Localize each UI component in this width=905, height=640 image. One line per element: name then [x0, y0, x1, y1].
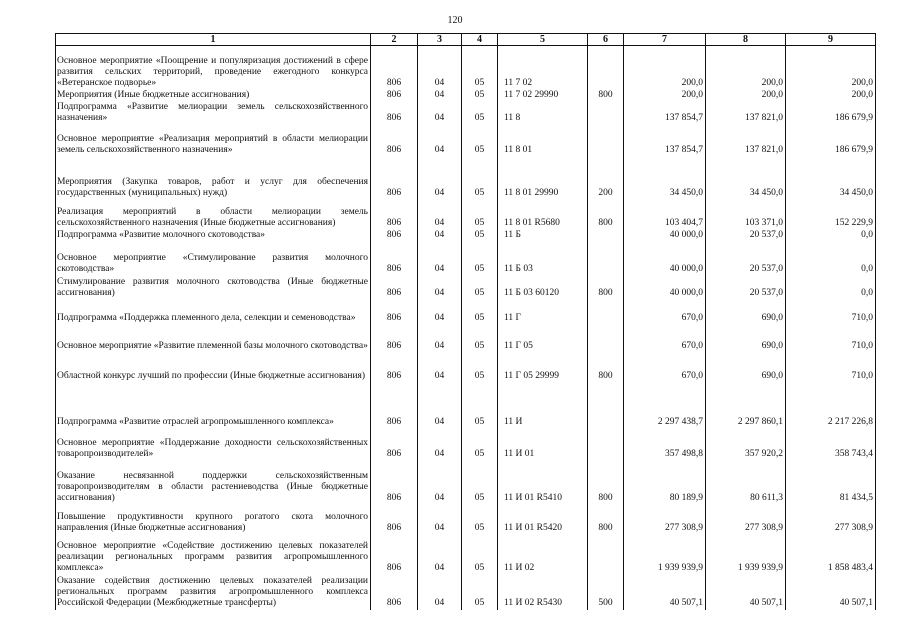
- cell-amount-year1: 40 000,0: [624, 276, 706, 300]
- cell-amount-year1: 670,0: [624, 300, 706, 325]
- cell-section: 04: [418, 535, 462, 575]
- cell-amount-year2: 34 450,0: [706, 157, 786, 200]
- cell-subsection: 05: [462, 157, 498, 200]
- cell-amount-year1: 137 854,7: [624, 102, 706, 125]
- cell-ministry: 806: [371, 157, 418, 200]
- cell-section: 04: [418, 429, 462, 461]
- table-row: [56, 429, 876, 461]
- row-description: Основное мероприятие «Стимулирование развития молочного скотоводства»: [56, 242, 371, 276]
- cell-expense-type: 800: [588, 353, 624, 383]
- cell-amount-year3: 1 858 483,4: [786, 535, 876, 575]
- cell-target-code: 11 8: [498, 102, 588, 125]
- cell-subsection: 05: [462, 353, 498, 383]
- cell-subsection: 05: [462, 242, 498, 276]
- table-row: [56, 325, 876, 353]
- cell-amount-year3: 186 679,9: [786, 102, 876, 125]
- row-description: Оказание содействия достижению целевых показателей реализации региональных программ развития агропромышленного комплекса Российской Федерации (Межбюджетные трансферты): [56, 575, 371, 610]
- cell-target-code: 11 7 02: [498, 46, 588, 90]
- header-cell-2: 2: [371, 34, 418, 46]
- cell-section: 04: [418, 383, 462, 429]
- cell-amount-year1: 200,0: [624, 90, 706, 102]
- row-description: Подпрограмма «Развитие отраслей агропромышленного комплекса»: [56, 383, 371, 429]
- header-cell-6: 6: [588, 34, 624, 46]
- cell-target-code: 11 Г 05: [498, 325, 588, 353]
- cell-amount-year1: 40 000,0: [624, 230, 706, 242]
- cell-amount-year2: 1 939 939,9: [706, 535, 786, 575]
- cell-target-code: 11 И 02: [498, 535, 588, 575]
- cell-amount-year1: 200,0: [624, 46, 706, 90]
- cell-amount-year3: 710,0: [786, 325, 876, 353]
- header-cell-1: 1: [56, 34, 371, 46]
- cell-amount-year1: 137 854,7: [624, 125, 706, 157]
- cell-ministry: 806: [371, 276, 418, 300]
- row-description: Мероприятия (Закупка товаров, работ и услуг для обеспечения государственных (муниципальных) нужд): [56, 157, 371, 200]
- table-row: [56, 230, 876, 242]
- cell-ministry: 806: [371, 383, 418, 429]
- cell-expense-type: 800: [588, 90, 624, 102]
- cell-ministry: 806: [371, 125, 418, 157]
- cell-amount-year3: 0,0: [786, 276, 876, 300]
- cell-amount-year3: 710,0: [786, 300, 876, 325]
- cell-ministry: 806: [371, 325, 418, 353]
- cell-subsection: 05: [462, 300, 498, 325]
- cell-target-code: 11 Г: [498, 300, 588, 325]
- cell-expense-type: 800: [588, 200, 624, 230]
- cell-amount-year1: 1 939 939,9: [624, 535, 706, 575]
- cell-amount-year3: 277 308,9: [786, 505, 876, 535]
- cell-section: 04: [418, 200, 462, 230]
- cell-amount-year1: 2 297 438,7: [624, 383, 706, 429]
- cell-amount-year2: 20 537,0: [706, 276, 786, 300]
- cell-subsection: 05: [462, 230, 498, 242]
- cell-section: 04: [418, 242, 462, 276]
- cell-amount-year2: 357 920,2: [706, 429, 786, 461]
- budget-table: [55, 33, 876, 610]
- cell-amount-year3: 186 679,9: [786, 125, 876, 157]
- cell-ministry: 806: [371, 300, 418, 325]
- cell-subsection: 05: [462, 325, 498, 353]
- table-row: [56, 125, 876, 157]
- cell-amount-year3: 152 229,9: [786, 200, 876, 230]
- cell-section: 04: [418, 461, 462, 505]
- cell-amount-year3: 0,0: [786, 230, 876, 242]
- row-description: Подпрограмма «Развитие мелиорации земель сельскохозяйственного назначения»: [56, 102, 371, 125]
- cell-target-code: 11 8 01 R5680: [498, 200, 588, 230]
- cell-amount-year3: 358 743,4: [786, 429, 876, 461]
- cell-ministry: 806: [371, 429, 418, 461]
- cell-subsection: 05: [462, 383, 498, 429]
- cell-target-code: 11 Б: [498, 230, 588, 242]
- cell-section: 04: [418, 505, 462, 535]
- cell-section: 04: [418, 90, 462, 102]
- cell-target-code: 11 Б 03 60120: [498, 276, 588, 300]
- table-row: [56, 102, 876, 125]
- cell-subsection: 05: [462, 46, 498, 90]
- cell-subsection: 05: [462, 461, 498, 505]
- cell-expense-type: 800: [588, 505, 624, 535]
- cell-section: 04: [418, 353, 462, 383]
- cell-expense-type: [588, 325, 624, 353]
- cell-expense-type: [588, 383, 624, 429]
- cell-amount-year2: 20 537,0: [706, 242, 786, 276]
- cell-expense-type: [588, 46, 624, 90]
- cell-subsection: 05: [462, 90, 498, 102]
- cell-target-code: 11 И: [498, 383, 588, 429]
- cell-amount-year2: 137 821,0: [706, 125, 786, 157]
- cell-ministry: 806: [371, 230, 418, 242]
- cell-amount-year2: 80 611,3: [706, 461, 786, 505]
- cell-amount-year2: 200,0: [706, 90, 786, 102]
- cell-expense-type: [588, 102, 624, 125]
- header-cell-5: 5: [498, 34, 588, 46]
- row-description: Реализация мероприятий в области мелиорации земель сельскохозяйственного назначения (Иные бюджетные ассигнования): [56, 200, 371, 230]
- row-description: Основное мероприятие «Развитие племенной базы молочного скотоводства»: [56, 325, 371, 353]
- row-description: Областной конкурс лучший по профессии (Иные бюджетные ассигнования): [56, 353, 371, 383]
- cell-target-code: 11 8 01 29990: [498, 157, 588, 200]
- cell-expense-type: [588, 230, 624, 242]
- cell-amount-year2: 137 821,0: [706, 102, 786, 125]
- cell-amount-year2: 20 537,0: [706, 230, 786, 242]
- table-row: [56, 157, 876, 200]
- cell-ministry: 806: [371, 242, 418, 276]
- table-row: [56, 535, 876, 575]
- cell-amount-year2: 40 507,1: [706, 575, 786, 610]
- cell-section: 04: [418, 575, 462, 610]
- cell-amount-year2: 277 308,9: [706, 505, 786, 535]
- cell-amount-year3: 200,0: [786, 46, 876, 90]
- row-description: Основное мероприятие «Содействие достижению целевых показателей реализации региональных программ развития агропромышленного комплекса»: [56, 535, 371, 575]
- table-row: [56, 383, 876, 429]
- cell-section: 04: [418, 325, 462, 353]
- cell-amount-year3: 2 217 226,8: [786, 383, 876, 429]
- cell-target-code: 11 И 01 R5410: [498, 461, 588, 505]
- row-description: Основное мероприятие «Реализация мероприятий в области мелиорации земель сельскохозяйственного назначения»: [56, 125, 371, 157]
- cell-ministry: 806: [371, 575, 418, 610]
- row-description: Основное мероприятие «Поддержание доходности сельскохозяйственных товаропроизводителей»: [56, 429, 371, 461]
- cell-ministry: 806: [371, 102, 418, 125]
- cell-amount-year2: 2 297 860,1: [706, 383, 786, 429]
- cell-amount-year2: 103 371,0: [706, 200, 786, 230]
- header-cell-3: 3: [418, 34, 462, 46]
- cell-target-code: 11 И 02 R5430: [498, 575, 588, 610]
- table-row: [56, 242, 876, 276]
- table-row: [56, 90, 876, 102]
- cell-target-code: 11 И 01 R5420: [498, 505, 588, 535]
- cell-target-code: 11 8 01: [498, 125, 588, 157]
- cell-amount-year1: 670,0: [624, 325, 706, 353]
- cell-subsection: 05: [462, 575, 498, 610]
- cell-amount-year1: 103 404,7: [624, 200, 706, 230]
- cell-amount-year1: 40 507,1: [624, 575, 706, 610]
- cell-amount-year2: 200,0: [706, 46, 786, 90]
- row-description: Оказание несвязанной поддержки сельскохозяйственным товаропроизводителям в области растениеводства (Иные бюджетные ассигнования): [56, 461, 371, 505]
- table-row: [56, 505, 876, 535]
- cell-amount-year2: 690,0: [706, 353, 786, 383]
- table-row: [56, 200, 876, 230]
- header-cell-7: 7: [624, 34, 706, 46]
- header-cell-4: 4: [462, 34, 498, 46]
- cell-subsection: 05: [462, 200, 498, 230]
- cell-target-code: 11 Г 05 29999: [498, 353, 588, 383]
- cell-subsection: 05: [462, 276, 498, 300]
- table-row: [56, 276, 876, 300]
- cell-amount-year1: 357 498,8: [624, 429, 706, 461]
- cell-expense-type: [588, 535, 624, 575]
- cell-expense-type: 500: [588, 575, 624, 610]
- cell-target-code: 11 Б 03: [498, 242, 588, 276]
- table-row: [56, 461, 876, 505]
- cell-ministry: 806: [371, 46, 418, 90]
- cell-section: 04: [418, 276, 462, 300]
- cell-amount-year1: 670,0: [624, 353, 706, 383]
- cell-section: 04: [418, 300, 462, 325]
- cell-ministry: 806: [371, 505, 418, 535]
- cell-ministry: 806: [371, 200, 418, 230]
- cell-ministry: 806: [371, 461, 418, 505]
- cell-expense-type: [588, 242, 624, 276]
- row-description: Мероприятия (Иные бюджетные ассигнования): [56, 90, 371, 102]
- cell-subsection: 05: [462, 429, 498, 461]
- cell-subsection: 05: [462, 102, 498, 125]
- row-description: Подпрограмма «Поддержка племенного дела, селекции и семеноводства»: [56, 300, 371, 325]
- table-row: [56, 575, 876, 610]
- cell-section: 04: [418, 230, 462, 242]
- table-row: [56, 300, 876, 325]
- cell-expense-type: [588, 300, 624, 325]
- cell-amount-year1: 40 000,0: [624, 242, 706, 276]
- cell-expense-type: 200: [588, 157, 624, 200]
- cell-amount-year3: 710,0: [786, 353, 876, 383]
- header-cell-8: 8: [706, 34, 786, 46]
- table-row: [56, 46, 876, 90]
- cell-section: 04: [418, 102, 462, 125]
- cell-expense-type: 800: [588, 276, 624, 300]
- cell-target-code: 11 И 01: [498, 429, 588, 461]
- cell-section: 04: [418, 125, 462, 157]
- cell-section: 04: [418, 46, 462, 90]
- cell-ministry: 806: [371, 90, 418, 102]
- cell-section: 04: [418, 157, 462, 200]
- cell-target-code: 11 7 02 29990: [498, 90, 588, 102]
- cell-subsection: 05: [462, 535, 498, 575]
- cell-amount-year3: 200,0: [786, 90, 876, 102]
- cell-amount-year3: 81 434,5: [786, 461, 876, 505]
- cell-amount-year1: 277 308,9: [624, 505, 706, 535]
- row-description: Повышение продуктивности крупного рогатого скота молочного направления (Иные бюджетные ассигнования): [56, 505, 371, 535]
- row-description: Подпрограмма «Развитие молочного скотоводства»: [56, 230, 371, 242]
- cell-amount-year3: 40 507,1: [786, 575, 876, 610]
- page-number: 120: [447, 15, 463, 26]
- table-row: [56, 353, 876, 383]
- row-description: Стимулирование развития молочного скотоводства (Иные бюджетные ассигнования): [56, 276, 371, 300]
- cell-amount-year2: 690,0: [706, 300, 786, 325]
- cell-ministry: 806: [371, 353, 418, 383]
- cell-expense-type: 800: [588, 461, 624, 505]
- cell-amount-year1: 80 189,9: [624, 461, 706, 505]
- cell-amount-year2: 690,0: [706, 325, 786, 353]
- header-cell-9: 9: [786, 34, 876, 46]
- cell-amount-year3: 34 450,0: [786, 157, 876, 200]
- row-description: Основное мероприятие «Поощрение и популяризация достижений в сфере развития сельских территорий, проведение ежегодного конкурса «Ветеранское подворье»: [56, 46, 371, 90]
- cell-ministry: 806: [371, 535, 418, 575]
- cell-expense-type: [588, 429, 624, 461]
- cell-amount-year3: 0,0: [786, 242, 876, 276]
- cell-expense-type: [588, 125, 624, 157]
- cell-subsection: 05: [462, 505, 498, 535]
- header-row: [56, 34, 876, 46]
- cell-amount-year1: 34 450,0: [624, 157, 706, 200]
- cell-subsection: 05: [462, 125, 498, 157]
